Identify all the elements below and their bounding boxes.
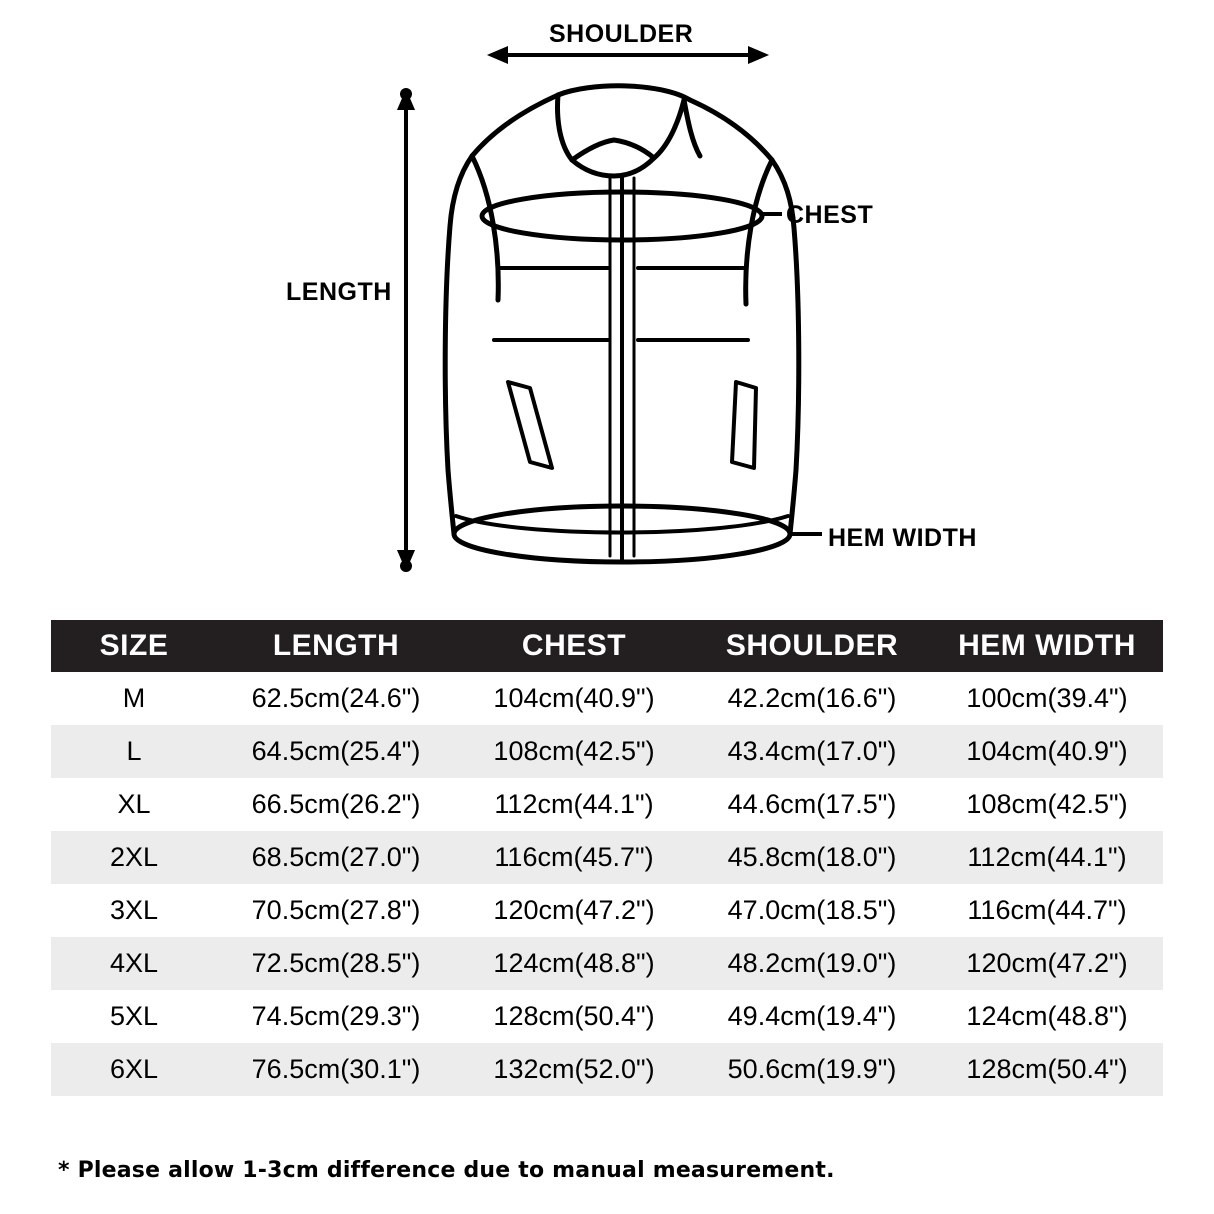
table-row — [51, 725, 1163, 778]
cell-length: 76.5cm(30.1") — [217, 1043, 455, 1096]
label-chest: CHEST — [786, 201, 874, 229]
cell-shoulder: 44.6cm(17.5") — [693, 778, 931, 831]
cell-chest: 104cm(40.9") — [455, 672, 693, 725]
cell-length: 64.5cm(25.4") — [217, 725, 455, 778]
cell-size: 5XL — [51, 990, 217, 1043]
length-arrow — [400, 88, 412, 572]
cell-chest: 108cm(42.5") — [455, 725, 693, 778]
cell-shoulder: 50.6cm(19.9") — [693, 1043, 931, 1096]
label-length: LENGTH — [286, 278, 392, 306]
table-row — [51, 990, 1163, 1043]
cell-chest: 112cm(44.1") — [455, 778, 693, 831]
col-header-chest: CHEST — [455, 620, 693, 672]
col-header-size: SIZE — [51, 620, 217, 672]
cell-hem-width: 120cm(47.2") — [931, 937, 1163, 990]
cell-shoulder: 43.4cm(17.0") — [693, 725, 931, 778]
cell-size: 6XL — [51, 1043, 217, 1096]
label-hem-width: HEM WIDTH — [828, 524, 977, 552]
col-header-length: LENGTH — [217, 620, 455, 672]
cell-shoulder: 49.4cm(19.4") — [693, 990, 931, 1043]
cell-length: 66.5cm(26.2") — [217, 778, 455, 831]
cell-size: M — [51, 672, 217, 725]
cell-shoulder: 47.0cm(18.5") — [693, 884, 931, 937]
table-head — [51, 620, 1163, 672]
cell-length: 70.5cm(27.8") — [217, 884, 455, 937]
cell-hem-width: 100cm(39.4") — [931, 672, 1163, 725]
cell-size: 3XL — [51, 884, 217, 937]
cell-size: L — [51, 725, 217, 778]
cell-chest: 124cm(48.8") — [455, 937, 693, 990]
cell-hem-width: 116cm(44.7") — [931, 884, 1163, 937]
size-table — [51, 620, 1163, 1096]
cell-hem-width: 104cm(40.9") — [931, 725, 1163, 778]
size-table-wrapper — [51, 620, 1163, 1096]
cell-hem-width: 108cm(42.5") — [931, 778, 1163, 831]
cell-hem-width: 128cm(50.4") — [931, 1043, 1163, 1096]
cell-size: XL — [51, 778, 217, 831]
cell-chest: 120cm(47.2") — [455, 884, 693, 937]
col-header-hem-width: HEM WIDTH — [931, 620, 1163, 672]
measurement-disclaimer: * Please allow 1-3cm difference due to manual measurement. — [58, 1158, 835, 1183]
cell-chest: 128cm(50.4") — [455, 990, 693, 1043]
table-row — [51, 778, 1163, 831]
table-row — [51, 672, 1163, 725]
cell-shoulder: 42.2cm(16.6") — [693, 672, 931, 725]
table-body — [51, 672, 1163, 1096]
table-row — [51, 884, 1163, 937]
cell-size: 2XL — [51, 831, 217, 884]
cell-length: 74.5cm(29.3") — [217, 990, 455, 1043]
cell-chest: 132cm(52.0") — [455, 1043, 693, 1096]
table-row — [51, 831, 1163, 884]
cell-hem-width: 112cm(44.1") — [931, 831, 1163, 884]
cell-chest: 116cm(45.7") — [455, 831, 693, 884]
col-header-shoulder: SHOULDER — [693, 620, 931, 672]
shoulder-arrow — [492, 49, 764, 61]
cell-length: 72.5cm(28.5") — [217, 937, 455, 990]
cell-size: 4XL — [51, 937, 217, 990]
cell-shoulder: 45.8cm(18.0") — [693, 831, 931, 884]
label-shoulder: SHOULDER — [549, 20, 694, 48]
cell-shoulder: 48.2cm(19.0") — [693, 937, 931, 990]
cell-length: 68.5cm(27.0") — [217, 831, 455, 884]
table-header-row — [51, 620, 1163, 672]
cell-length: 62.5cm(24.6") — [217, 672, 455, 725]
table-row — [51, 1043, 1163, 1096]
cell-hem-width: 124cm(48.8") — [931, 990, 1163, 1043]
table-row — [51, 937, 1163, 990]
